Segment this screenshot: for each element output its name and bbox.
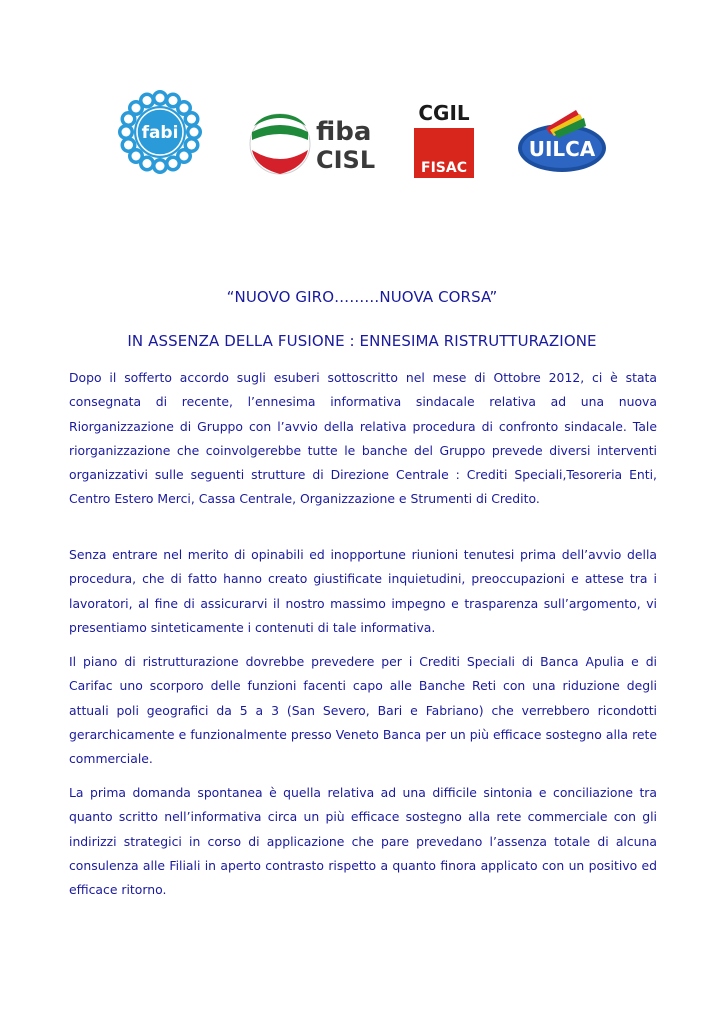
paragraph-1: Dopo il sofferto accordo sugli esuberi sottoscritto nel mese di Ottobre 2012, ci è stata consegnata di recente, l’ennesima informativa sindacale relativa ad una nuova Riorganizzazione di Gruppo con l’avvio della relativa procedura di confronto sindacale. Tale riorganizzazione che coinvolgerebbe tutte le banche del Gruppo prevede diversi interventi organizzativi sulle seguenti strutture di Direzione Centrale : Crediti Speciali,Tesoreria Enti, Centro Estero Merci, Cassa Centrale, Organizzazione e Strumenti di Credito. [69, 370, 657, 507]
uilca-logo [516, 106, 608, 174]
cgil-box-icon [410, 100, 478, 180]
uilca-logo-text: UILCA [528, 137, 596, 161]
fiba-cisl-logo [248, 112, 376, 176]
union-logos-row [0, 88, 724, 188]
fiba-logo-text: fiba [316, 117, 372, 147]
cisl-logo-text: CISL [316, 146, 376, 174]
cgil-logo-text: CGIL [418, 101, 470, 125]
uilca-emblem-icon [516, 106, 608, 174]
fabi-flower-icon [116, 88, 204, 176]
fisac-logo-text: FISAC [421, 160, 467, 176]
paragraph-2: Senza entrare nel merito di opinabili ed inopportune riunioni tenutesi prima dell’avvio della procedura, che di fatto hanno creato giustificate inquietudini, preoccupazioni e attese tra i lavoratori, al fine di assicurarvi il nostro massimo impegno e trasparenza sull’argomento, vi presentiamo sinteticamente i contenuti di tale informativa. [69, 547, 657, 635]
fiba-flag-icon [248, 112, 376, 176]
fabi-logo [116, 88, 204, 176]
cgil-fisac-logo [410, 100, 478, 180]
document-title: “NUOVO GIRO………NUOVA CORSA” [226, 288, 498, 306]
document-subtitle: IN ASSENZA DELLA FUSIONE : ENNESIMA RISTRUTTURAZIONE [127, 332, 597, 350]
paragraph-4: La prima domanda spontanea è quella relativa ad una difficile sintonia e conciliazione tra quanto scritto nell’informativa circa un più efficace sostegno alla rete commerciale con gli indirizzi strategici in corso di applicazione che pare prevedano l’assenza totale di alcuna consulenza alle Filiali in aperto contrasto rispetto a quanto finora applicato con un positivo ed efficace ritorno. [69, 785, 657, 898]
paragraph-3: Il piano di ristrutturazione dovrebbe prevedere per i Crediti Speciali di Banca Apulia e di Carifac uno scorporo delle funzioni facenti capo alle Banche Reti con una riduzione degli attuali poli geografici da 5 a 3 (San Severo, Bari e Fabriano) che verrebbero ricondotti gerarchicamente e funzionalmente presso Veneto Banca per un più efficace sostegno alla rete commerciale. [69, 654, 657, 767]
fabi-logo-text: fabi [141, 123, 179, 143]
